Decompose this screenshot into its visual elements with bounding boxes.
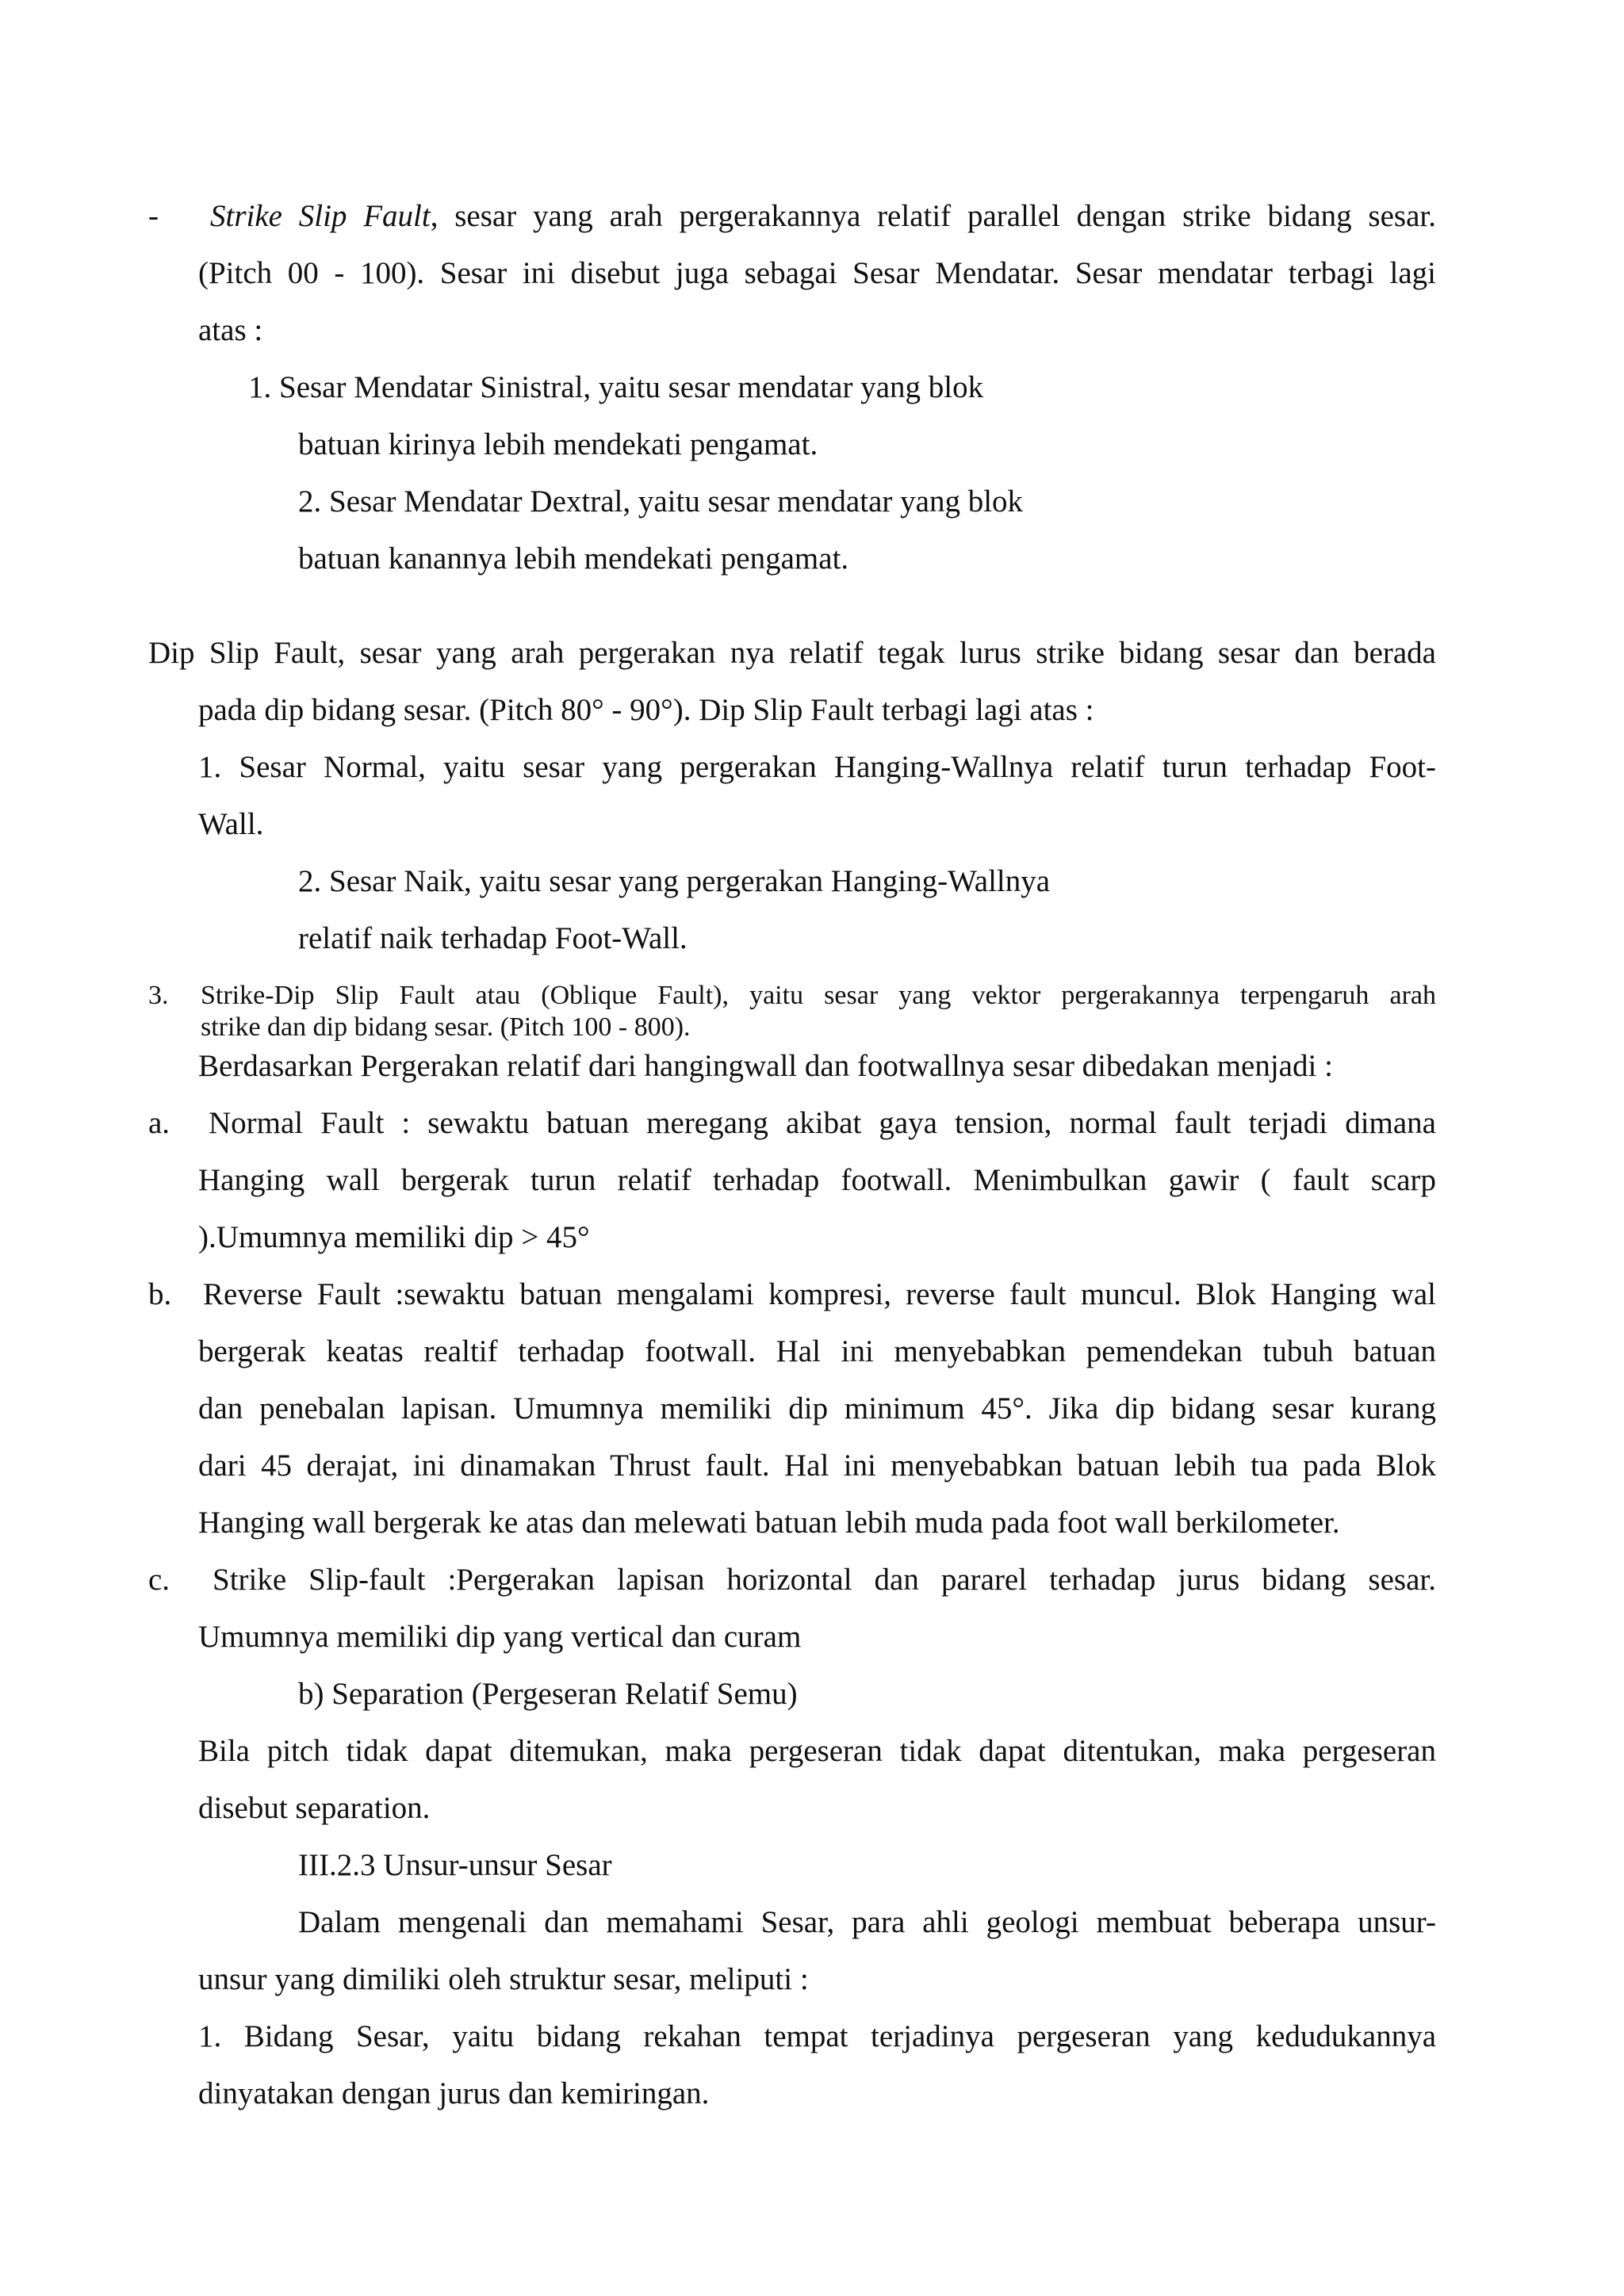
oblique-line-2: strike dan dip bidang sesar. (Pitch 100 - 800).	[201, 1012, 691, 1042]
dip-slip-item-1-line-2: Wall.	[198, 807, 264, 841]
item-b-line-4: dari 45 derajat, ini dinamakan Thrust fault. Hal ini menyebabkan batuan lebih tua pada Blok	[198, 1448, 1436, 1483]
strike-slip-item-2-line-2: batuan kanannya lebih mendekati pengamat.	[298, 541, 849, 576]
oblique-line-1: Strike-Dip Slip Fault atau (Oblique Fault), yaitu sesar yang vektor pergerakannya terpengaruh arah	[201, 981, 1436, 1010]
item-b-line-1: Reverse Fault :sewaktu batuan mengalami kompresi, reverse fault muncul. Blok Hanging wal	[203, 1277, 1436, 1311]
strike-slip-line-1-rest: , sesar yang arah pergerakannya relatif parallel dengan strike bidang sesar.	[430, 199, 1436, 233]
dip-slip-item-2-line-1: 2. Sesar Naik, yaitu sesar yang pergerakan Hanging-Wallnya	[298, 864, 1051, 898]
item-b-line-3: dan penebalan lapisan. Umumnya memiliki dip minimum 45°. Jika dip bidang sesar kurang	[198, 1391, 1436, 1425]
strike-slip-line-2: (Pitch 00 - 100). Sesar ini disebut juga sebagai Sesar Mendatar. Sesar mendatar terbagi lagi	[198, 256, 1436, 290]
oblique-number: 3.	[148, 981, 169, 1010]
item-a-line-3: ).Umumnya memiliki dip > 45°	[198, 1220, 590, 1254]
strike-slip-item-1-line-1: 1. Sesar Mendatar Sinistral, yaitu sesar mendatar yang blok	[248, 370, 984, 404]
dip-slip-line-2: pada dip bidang sesar. (Pitch 80° - 90°). Dip Slip Fault terbagi lagi atas :	[198, 693, 1094, 727]
section-intro-line-1: Dalam mengenali dan memahami Sesar, para ahli geologi membuat beberapa unsur-	[298, 1905, 1436, 1939]
bullet-dash: -	[148, 199, 159, 233]
dip-slip-item-1-line-1: 1. Sesar Normal, yaitu sesar yang pergerakan Hanging-Wallnya relatif turun terhadap Foot-	[198, 750, 1436, 784]
section-item-1-line-1: 1. Bidang Sesar, yaitu bidang rekahan tempat terjadinya pergeseran yang kedudukannya	[198, 2019, 1436, 2053]
strike-slip-line-1	[210, 197, 1436, 235]
item-a-marker: a.	[148, 1106, 170, 1140]
item-c-line-2: Umumnya memiliki dip yang vertical dan curam	[198, 1620, 802, 1654]
strike-slip-line-3: atas :	[198, 313, 263, 347]
item-b-line-2: bergerak keatas realtif terhadap footwall. Hal ini menyebabkan pemendekan tubuh batuan	[198, 1334, 1436, 1368]
strike-slip-item-2-line-1: 2. Sesar Mendatar Dextral, yaitu sesar mendatar yang blok	[298, 484, 1024, 519]
item-b-line-5: Hanging wall bergerak ke atas dan melewati batuan lebih muda pada foot wall berkilometer.	[198, 1506, 1340, 1540]
dip-slip-line-1: Dip Slip Fault, sesar yang arah pergerakan nya relatif tegak lurus strike bidang sesar dan berada	[148, 636, 1436, 670]
item-a-line-1: Normal Fault : sewaktu batuan meregang akibat gaya tension, normal fault terjadi dimana	[209, 1106, 1436, 1140]
section-intro-line-2: unsur yang dimiliki oleh struktur sesar, meliputi :	[198, 1962, 809, 1996]
dip-slip-item-2-line-2: relatif naik terhadap Foot-Wall.	[298, 921, 688, 955]
separation-line-2: disebut separation.	[198, 1791, 431, 1825]
section-heading: III.2.3 Unsur-unsur Sesar	[298, 1848, 612, 1882]
section-item-1-line-2: dinyatakan dengan jurus dan kemiringan.	[198, 2076, 710, 2110]
relative-motion-intro: Berdasarkan Pergerakan relatif dari hangingwall dan footwallnya sesar dibedakan menjadi :	[198, 1049, 1333, 1083]
item-a-line-2: Hanging wall bergerak turun relatif terhadap footwall. Menimbulkan gawir ( fault scarp	[198, 1163, 1436, 1197]
separation-heading: b) Separation (Pergeseran Relatif Semu)	[298, 1677, 798, 1711]
strike-slip-term: Strike Slip Fault	[210, 199, 431, 233]
separation-line-1: Bila pitch tidak dapat ditemukan, maka pergeseran tidak dapat ditentukan, maka pergeseran	[198, 1734, 1436, 1768]
strike-slip-item-1-line-2: batuan kirinya lebih mendekati pengamat.	[298, 427, 818, 461]
item-c-line-1: Strike Slip-fault :Pergerakan lapisan horizontal dan pararel terhadap jurus bidang sesar.	[213, 1563, 1436, 1597]
item-b-marker: b.	[148, 1277, 172, 1311]
item-c-marker: c.	[148, 1563, 170, 1597]
